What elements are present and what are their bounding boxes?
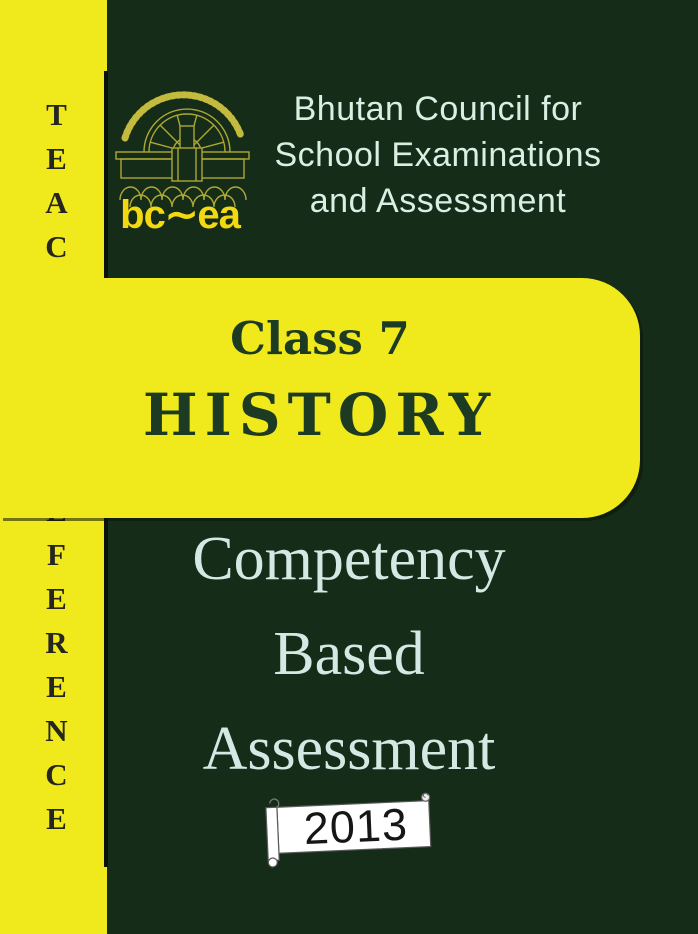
pillar [172, 148, 202, 181]
subtitle-line: Based [273, 620, 425, 688]
vertical-letter: N [45, 713, 68, 748]
vertical-letter: E [46, 141, 67, 176]
year-banner [254, 791, 450, 871]
year-text: 2013 [302, 798, 409, 855]
org-name-line: and Assessment [309, 182, 567, 220]
bcsea-logo [112, 74, 254, 238]
org-name [262, 86, 614, 224]
vertical-letter: A [45, 185, 68, 220]
subtitle-line: Assessment [202, 715, 496, 783]
vertical-letter: T [46, 97, 67, 132]
vertical-letter: C [45, 229, 68, 264]
org-name-line: School Examinations [274, 136, 602, 174]
vertical-letter: F [47, 537, 66, 572]
subject-title: HISTORY [142, 380, 498, 449]
emblem-line-art [116, 95, 249, 207]
vertical-letter: E [46, 801, 67, 836]
logo-wordmark: bc∼ea [120, 193, 240, 237]
org-name-line: Bhutan Council for [293, 90, 583, 128]
title-box [0, 278, 640, 518]
vertical-letter: C [45, 757, 68, 792]
class-label: Class 7 [230, 312, 410, 365]
vertical-letter: E [46, 581, 67, 616]
vertical-letter: E [46, 669, 67, 704]
scroll-left-roll [266, 807, 279, 860]
scroll-top-left-curl [270, 799, 279, 808]
subtitle-line: Competency [192, 525, 506, 593]
scroll-bottom-curl [268, 858, 277, 867]
vertical-letter: R [45, 625, 68, 660]
